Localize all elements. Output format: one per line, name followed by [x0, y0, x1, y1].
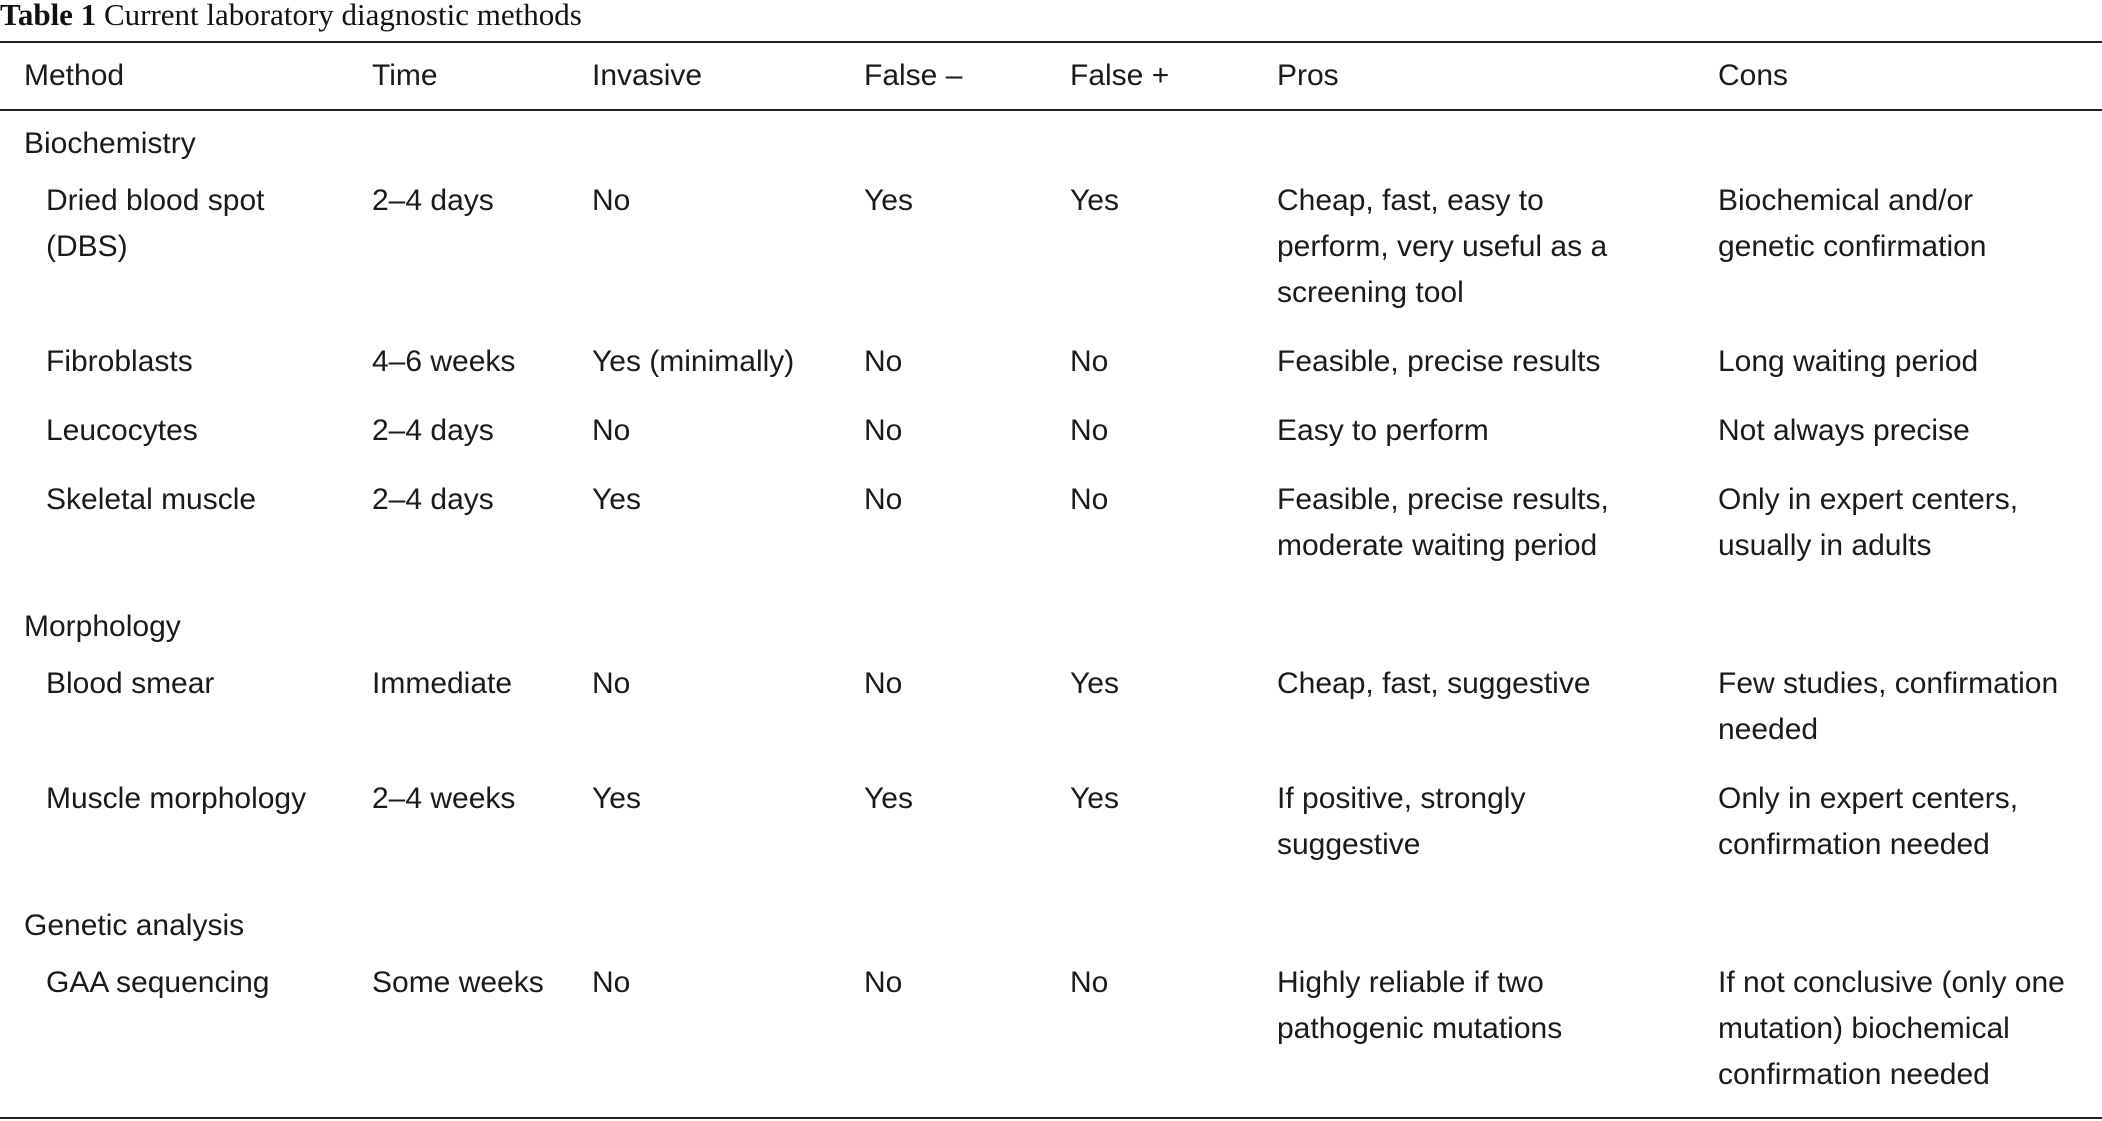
false-positive-cell: No — [1070, 345, 1109, 378]
invasive-cell: No — [592, 414, 631, 447]
false-negative-cell: No — [864, 667, 903, 700]
pros-line: moderate waiting period — [1277, 529, 1598, 562]
pros-line: suggestive — [1277, 828, 1421, 861]
cons-cell — [1718, 960, 2102, 1098]
header-pros: Pros — [1277, 59, 1339, 92]
pros-line: Highly reliable if two — [1277, 966, 1544, 999]
method-line: Dried blood spot — [46, 184, 265, 217]
method-cell: Blood smear — [46, 667, 215, 700]
time-cell: Some weeks — [372, 966, 544, 999]
table-row — [0, 339, 2102, 408]
invasive-cell: Yes — [592, 483, 641, 516]
header-false-positive: False + — [1070, 59, 1170, 92]
cons-line: mutation) biochemical — [1718, 1012, 2010, 1045]
cons-cell — [1718, 661, 2102, 776]
time-cell: 2–4 days — [372, 483, 494, 516]
method-cell: Skeletal muscle — [46, 483, 257, 516]
false-positive-cell: No — [1070, 966, 1109, 999]
table-row — [0, 661, 2102, 776]
false-negative-cell: Yes — [864, 782, 913, 815]
cons-line: Only in expert centers, — [1718, 782, 2019, 815]
false-negative-cell: Yes — [864, 184, 913, 217]
false-positive-cell: Yes — [1070, 782, 1119, 815]
method-cell: GAA sequencing — [46, 966, 270, 999]
header-method: Method — [24, 59, 125, 92]
table-title: Current laboratory diagnostic methods — [103, 0, 582, 32]
cons-line: Only in expert centers, — [1718, 483, 2019, 516]
group-row — [0, 109, 2102, 178]
pros-line: pathogenic mutations — [1277, 1012, 1563, 1045]
pros-line: screening tool — [1277, 276, 1464, 309]
cons-cell: Long waiting period — [1718, 345, 1979, 378]
cons-line: genetic confirmation — [1718, 230, 1987, 263]
cons-line: If not conclusive (only one — [1718, 966, 2065, 999]
table-row — [0, 178, 2102, 339]
table-row — [0, 776, 2102, 891]
invasive-cell: No — [592, 667, 631, 700]
group-label: Genetic analysis — [24, 909, 245, 942]
group-row — [0, 592, 2102, 661]
invasive-cell: No — [592, 184, 631, 217]
time-cell: 2–4 days — [372, 184, 494, 217]
invasive-cell: Yes (minimally) — [592, 345, 795, 378]
false-negative-cell: No — [864, 345, 903, 378]
cons-cell — [1718, 477, 2102, 592]
invasive-cell: Yes — [592, 782, 641, 815]
cons-line: Few studies, confirmation — [1718, 667, 2059, 700]
time-cell: 4–6 weeks — [372, 345, 516, 378]
cons-cell — [1718, 776, 2102, 891]
bottom-rule — [0, 1117, 2102, 1119]
cons-line: needed — [1718, 713, 1819, 746]
pros-line: perform, very useful as a — [1277, 230, 1608, 263]
header-false-negative: False – — [864, 59, 963, 92]
false-negative-cell: No — [864, 414, 903, 447]
table-body — [0, 109, 2102, 1098]
method-cell — [0, 178, 372, 339]
diagnostic-methods-table — [0, 43, 2102, 1098]
cons-cell — [1718, 178, 2102, 339]
pros-line: Cheap, fast, easy to — [1277, 184, 1544, 217]
cons-cell: Not always precise — [1718, 414, 1970, 447]
group-label: Morphology — [24, 610, 181, 643]
cons-line: Biochemical and/or — [1718, 184, 1974, 217]
group-row — [0, 891, 2102, 960]
cons-line: confirmation needed — [1718, 828, 1990, 861]
pros-cell — [1277, 960, 1718, 1098]
pros-line: Feasible, precise results, — [1277, 483, 1609, 516]
pros-cell — [1277, 776, 1718, 891]
method-cell: Fibroblasts — [46, 345, 193, 378]
false-positive-cell: Yes — [1070, 667, 1119, 700]
false-positive-cell: No — [1070, 483, 1109, 516]
time-cell: 2–4 days — [372, 414, 494, 447]
table-row — [0, 960, 2102, 1098]
header-time: Time — [372, 59, 438, 92]
table-label: Table 1 — [0, 0, 97, 32]
pros-cell: Cheap, fast, suggestive — [1277, 667, 1591, 700]
false-positive-cell: Yes — [1070, 184, 1119, 217]
table-caption — [0, 0, 2102, 40]
cons-line: confirmation needed — [1718, 1058, 1990, 1091]
time-cell: Immediate — [372, 667, 513, 700]
method-cell: Muscle morphology — [46, 782, 307, 815]
time-cell: 2–4 weeks — [372, 782, 516, 815]
header-cons: Cons — [1718, 59, 1789, 92]
false-negative-cell: No — [864, 483, 903, 516]
method-cell: Leucocytes — [46, 414, 198, 447]
false-positive-cell: No — [1070, 414, 1109, 447]
table-row — [0, 408, 2102, 477]
false-negative-cell: No — [864, 966, 903, 999]
table-header — [0, 43, 2102, 109]
pros-cell: Feasible, precise results — [1277, 345, 1601, 378]
table-row — [0, 477, 2102, 592]
method-line: (DBS) — [46, 230, 128, 263]
group-label: Biochemistry — [24, 127, 196, 160]
pros-line: If positive, strongly — [1277, 782, 1526, 815]
pros-cell — [1277, 178, 1718, 339]
pros-cell — [1277, 477, 1718, 592]
invasive-cell: No — [592, 966, 631, 999]
header-invasive: Invasive — [592, 59, 703, 92]
cons-line: usually in adults — [1718, 529, 1932, 562]
pros-cell: Easy to perform — [1277, 414, 1489, 447]
